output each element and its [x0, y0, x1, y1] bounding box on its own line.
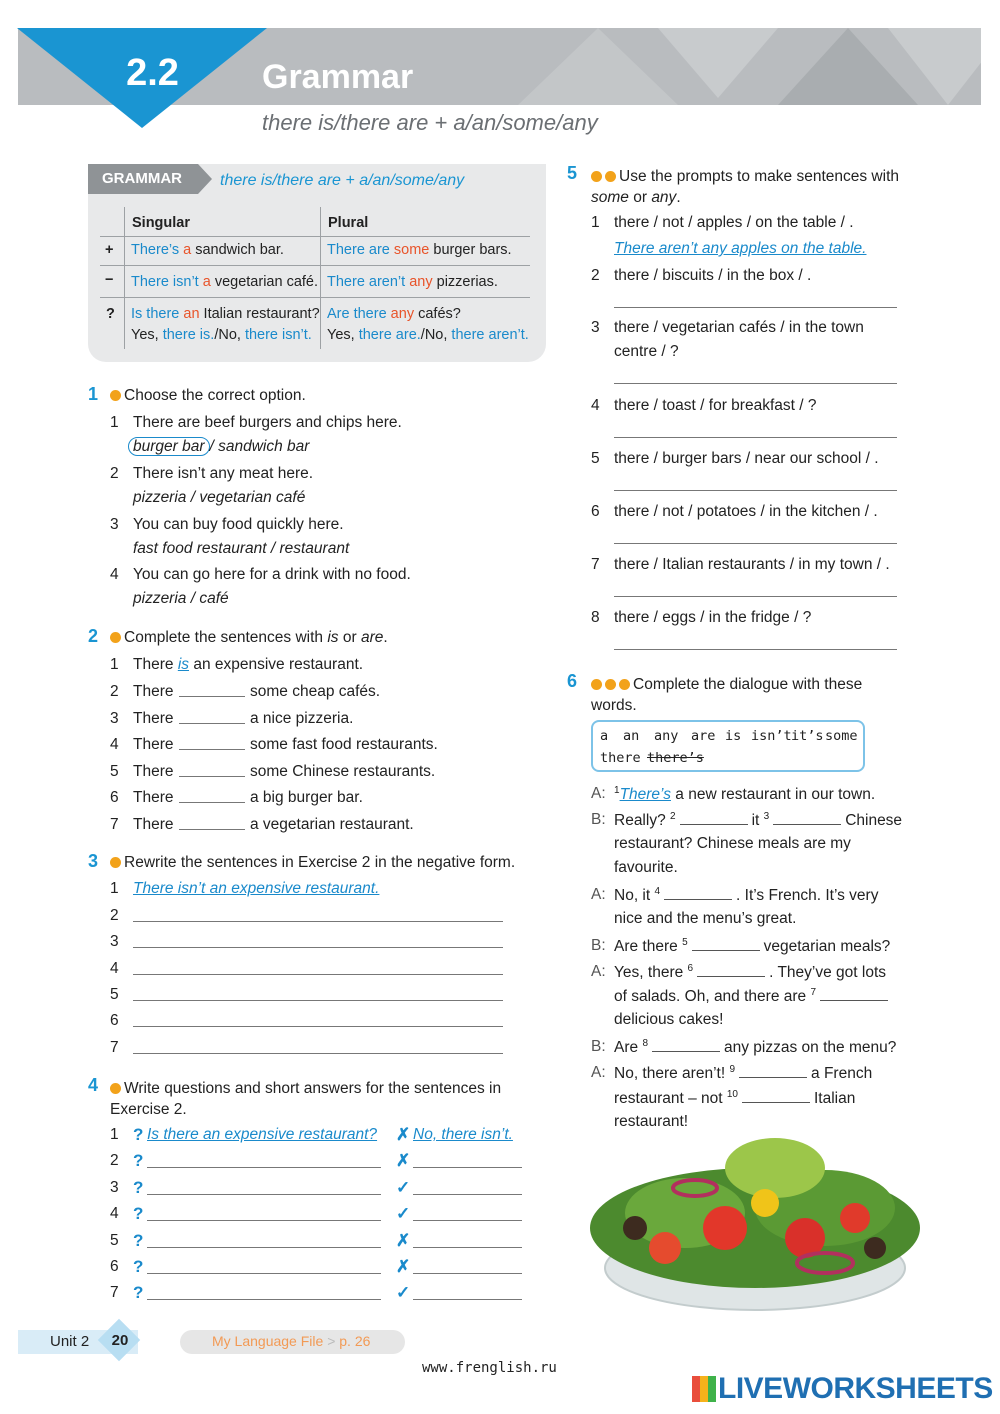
ex5-answer-line[interactable] — [614, 437, 897, 438]
speaker: B: — [591, 937, 606, 954]
footer-unit: Unit 2 — [50, 1333, 90, 1350]
ex2-blank[interactable] — [179, 776, 245, 777]
page-number: 20 — [111, 1332, 129, 1349]
ex4-answer-line[interactable] — [413, 1299, 522, 1300]
ex4-item-number: 7 — [110, 1284, 119, 1302]
ex3-number: 3 — [88, 851, 99, 871]
ex4-question-line[interactable] — [147, 1299, 381, 1300]
ex4-example-answer: No, there isn’t. — [413, 1126, 513, 1143]
ex2-item-number: 1 — [110, 656, 119, 673]
ex2-blank[interactable] — [179, 829, 245, 830]
ex3-item-number: 1 — [110, 880, 119, 897]
cross-icon: ✗ — [396, 1230, 411, 1250]
ex1-item-number: 1 — [110, 414, 119, 431]
ex4-item-number: 4 — [110, 1205, 119, 1223]
speaker: A: — [591, 1064, 606, 1081]
ex5-example-answer: There aren’t any apples on the table. — [614, 240, 867, 257]
site-url[interactable]: www.frenglish.ru — [422, 1360, 557, 1376]
ex3-item-number: 2 — [110, 907, 119, 924]
ex5-item-number: 6 — [591, 503, 600, 520]
dialogue-line: Are $^8$ any pizzas on the menu? — [614, 1038, 897, 1057]
cross-icon: ✗ — [396, 1257, 411, 1276]
sign-question: ? — [106, 306, 115, 322]
ex1-item-number: 4 — [110, 566, 119, 583]
ex6-number: 6 — [567, 671, 578, 691]
dialogue-line: No, it $^4$ . It’s French. It’s very — [614, 886, 879, 905]
ex5-item-number: 2 — [591, 267, 600, 284]
ex1-item-options: burger bar / sandwich bar — [133, 438, 309, 456]
ex5-item-number: 5 — [591, 450, 600, 467]
ex1-item-question: You can buy food quickly here. — [133, 516, 344, 533]
cross-icon: ✗ — [396, 1151, 411, 1171]
ex3-answer-line[interactable] — [133, 974, 503, 975]
ex1-item-options[interactable]: pizzeria / vegetarian café — [133, 489, 306, 506]
check-icon: ✓ — [396, 1177, 411, 1197]
ex4-example-question: Is there an expensive restaurant? — [147, 1126, 378, 1143]
dialogue-line: restaurant? Chinese meals are my — [614, 835, 851, 852]
ex2-item-start: There — [133, 736, 174, 753]
ex1-item-question: There are beef burgers and chips here. — [133, 414, 402, 431]
ex5-answer-line[interactable] — [614, 596, 897, 597]
check-icon: ✓ — [396, 1283, 411, 1303]
speaker: A: — [591, 886, 606, 903]
question-mark-icon: ? — [133, 1151, 144, 1171]
word: an — [623, 728, 640, 744]
ex5-prompt: there / not / apples / on the table / . — [614, 214, 854, 231]
ex2-item-end: a big burger bar. — [250, 789, 363, 806]
question-mark-icon: ? — [133, 1177, 144, 1197]
ex3-example-answer: There isn’t an expensive restaurant. — [133, 880, 380, 897]
ex3-answer-line[interactable] — [133, 947, 503, 948]
dialogue-line: No, there aren’t! $^9$ a French — [614, 1064, 873, 1083]
ex5-prompt: there / eggs / in the fridge / ? — [614, 609, 812, 626]
ex4-question-line[interactable] — [147, 1220, 381, 1221]
ex1-number: 1 — [88, 384, 99, 404]
dialogue-line: nice and the menu’s great. — [614, 910, 797, 927]
ex4-answer-line[interactable] — [413, 1194, 522, 1195]
ex3-item-number: 6 — [110, 1012, 119, 1030]
ex1-instruction: Choose the correct option. — [110, 387, 306, 405]
ex3-answer-line[interactable] — [133, 1000, 503, 1001]
col-plural: Plural — [328, 215, 369, 231]
ex5-item-number: 7 — [591, 556, 600, 573]
blank-2[interactable] — [680, 812, 748, 825]
col-singular: Singular — [132, 215, 191, 231]
ex2-item: There is an expensive restaurant. — [133, 656, 364, 673]
dialogue-line: delicious cakes! — [614, 1011, 724, 1028]
grammar-title: there is/there are + a/an/some/any — [220, 172, 465, 189]
ex3-item-number: 3 — [110, 933, 119, 951]
ex3-item-number: 5 — [110, 985, 119, 1003]
ex2-item-number: 5 — [110, 762, 119, 780]
cross-icon: ✗ — [396, 1125, 411, 1144]
plural-affirmative: There are some burger bars. — [327, 242, 512, 258]
blank-9[interactable] — [739, 1065, 807, 1078]
ex4-instruction: Write questions and short answers for the sentences in Exercise 2. — [110, 1080, 502, 1118]
singular-negative: There isn’t a vegetarian café. — [131, 274, 319, 290]
speaker: A: — [591, 963, 606, 980]
salad-bowl-image — [575, 1118, 935, 1313]
dialogue-line: Really? $^2$ it $^3$ Chinese — [614, 811, 903, 830]
ex4-question-line[interactable] — [147, 1247, 381, 1248]
ex2-item-start: There — [133, 762, 174, 780]
ex5-answer-line[interactable] — [614, 649, 897, 650]
ex1-item-question: You can go here for a drink with no food. — [133, 566, 411, 583]
blank-5[interactable] — [692, 938, 760, 951]
word: it’s — [791, 728, 824, 744]
dialogue-line: $^1$There’s a new restaurant in our town. — [614, 785, 876, 804]
ex5-answer-line[interactable] — [614, 490, 897, 491]
ex5-answer-line[interactable] — [614, 383, 897, 384]
ex1-item-options[interactable]: pizzeria / café — [133, 590, 229, 607]
ex3-answer-line[interactable] — [133, 921, 503, 922]
ex5-item-number: 3 — [591, 319, 600, 336]
speaker: B: — [591, 811, 606, 828]
sign-plus: + — [105, 242, 114, 258]
liveworksheets-brand: LIVEWORKSHEETS — [718, 1372, 993, 1405]
unit-number: 2.2 — [126, 52, 179, 94]
ex2-item-start: There — [133, 709, 174, 727]
question-mark-icon: ? — [133, 1283, 144, 1303]
ex2-item-number: 3 — [110, 709, 119, 727]
singular-affirmative: There’s a sandwich bar. — [131, 242, 284, 258]
question-mark-icon: ? — [133, 1257, 144, 1276]
speaker: A: — [591, 785, 606, 802]
ex2-item-end: some Chinese restaurants. — [250, 762, 436, 780]
ex5-item-number: 8 — [591, 609, 600, 626]
ex4-answer-line[interactable] — [413, 1167, 522, 1168]
ex5-prompt-cont: centre / ? — [614, 343, 679, 360]
ex1-item-number: 3 — [110, 516, 119, 533]
ex1-item-options[interactable]: fast food restaurant / restaurant — [133, 540, 350, 557]
word: there — [600, 750, 641, 766]
ex2-item-end: a vegetarian restaurant. — [250, 815, 414, 833]
ex4-question-line[interactable] — [147, 1194, 381, 1195]
singular-short-answers: Yes, there is./No, there isn’t. — [131, 327, 312, 343]
ex5-prompt: there / toast / for breakfast / ? — [614, 397, 817, 414]
word: some — [825, 728, 858, 744]
ex2-item-number: 6 — [110, 789, 119, 806]
speaker: B: — [591, 1038, 606, 1055]
ex4-answer-line[interactable] — [413, 1220, 522, 1221]
ex2-blank[interactable] — [179, 696, 245, 697]
question-mark-icon: ? — [133, 1204, 144, 1224]
language-file-ref[interactable]: My Language File > p. 26 — [212, 1333, 371, 1349]
plural-negative: There aren’t any pizzerias. — [327, 274, 498, 290]
ex2-item-number: 7 — [110, 815, 119, 833]
blank-7[interactable] — [820, 988, 888, 1001]
ex4-item-number: 6 — [110, 1258, 119, 1275]
page-title: Grammar — [262, 58, 414, 96]
dialogue-line: Are there $^5$ vegetarian meals? — [614, 937, 891, 956]
dialogue-line: favourite. — [614, 859, 678, 876]
ex2-item-start: There — [133, 683, 174, 700]
ex5-prompt: there / biscuits / in the box / . — [614, 267, 812, 284]
blank-3[interactable] — [773, 812, 841, 825]
ex3-answer-line[interactable] — [133, 1026, 503, 1027]
grammar-tag: GRAMMAR — [88, 164, 198, 194]
ex4-item-number: 2 — [110, 1152, 119, 1170]
ex5-number: 5 — [567, 163, 578, 183]
ex4-answer-line[interactable] — [413, 1247, 522, 1248]
ex2-blank[interactable] — [179, 749, 245, 750]
word-used: there’s — [647, 750, 704, 766]
word: any — [654, 728, 679, 744]
ex5-prompt: there / Italian restaurants / in my town / . — [614, 556, 890, 573]
check-icon: ✓ — [396, 1204, 411, 1224]
ex3-answer-line[interactable] — [133, 1053, 503, 1054]
ex2-item-start: There — [133, 815, 174, 833]
dialogue-line: restaurant! — [614, 1113, 689, 1130]
ex2-blank[interactable] — [179, 802, 245, 803]
liveworksheets-logo-icon — [692, 1376, 716, 1402]
blank-10[interactable] — [742, 1090, 810, 1103]
dialogue-line: restaurant – not $^{10}$ Italian — [614, 1089, 856, 1108]
sign-minus: − — [105, 272, 114, 288]
plural-question: Are there any cafés? — [327, 306, 461, 322]
ex5-prompt: there / not / potatoes / in the kitchen / . — [614, 503, 878, 520]
singular-question: Is there an Italian restaurant? — [131, 306, 320, 322]
ex3-instruction: Rewrite the sentences in Exercise 2 in the negative form. — [110, 854, 515, 872]
ex2-item-number: 4 — [110, 736, 119, 753]
word: are — [691, 728, 716, 744]
ex4-item-number: 5 — [110, 1231, 119, 1249]
ex2-blank[interactable] — [179, 723, 245, 724]
ex2-item-start: There — [133, 789, 174, 806]
ex5-item-number: 1 — [591, 214, 600, 231]
ex6-instruction: Complete the dialogue with these words. — [591, 676, 863, 714]
plural-short-answers: Yes, there are./No, there aren’t. — [327, 327, 529, 343]
word: isn’t — [751, 728, 792, 744]
ex1-selected-option[interactable]: burger bar — [128, 437, 210, 456]
ex5-item-number: 4 — [591, 397, 600, 414]
ex3-item-number: 7 — [110, 1038, 119, 1056]
ex4-question-line[interactable] — [147, 1167, 381, 1168]
ex2-item-number: 2 — [110, 683, 119, 700]
blank-8[interactable] — [652, 1039, 720, 1052]
ex4-question-line[interactable] — [147, 1273, 381, 1274]
dialogue-line: of salads. Oh, and there are $^7$ — [614, 987, 892, 1006]
question-mark-icon: ? — [133, 1230, 144, 1250]
ex3-item-number: 4 — [110, 959, 119, 977]
ex2-item-end: some cheap cafés. — [250, 683, 381, 700]
ex1-item-number: 2 — [110, 465, 119, 482]
word: a — [600, 728, 609, 744]
ex2-item-end: a nice pizzeria. — [250, 709, 354, 727]
ex4-item-number: 3 — [110, 1178, 119, 1196]
ex4-number: 4 — [88, 1075, 99, 1095]
ex2-instruction: Complete the sentences with is or are. — [110, 629, 388, 647]
ex2-number: 2 — [88, 626, 99, 646]
ex4-item-number: 1 — [110, 1126, 119, 1143]
word: is — [725, 728, 742, 744]
dialogue-line: Yes, there $^6$ . They’ve got lots — [614, 963, 886, 982]
ex2-item-end: some fast food restaurants. — [250, 736, 438, 753]
ex5-instruction: Use the prompts to make sentences with some or any. — [591, 168, 899, 206]
blank-6[interactable] — [697, 964, 765, 977]
ex5-prompt: there / vegetarian cafés / in the town — [614, 319, 864, 336]
ex5-answer-line[interactable] — [614, 543, 897, 544]
page-subtitle: there is/there are + a/an/some/any — [262, 110, 598, 135]
ex5-prompt: there / burger bars / near our school / . — [614, 450, 879, 467]
ex4-answer-line[interactable] — [413, 1273, 522, 1274]
blank-4[interactable] — [664, 887, 732, 900]
question-mark-icon: ? — [133, 1125, 144, 1144]
ex1-item-question: There isn’t any meat here. — [133, 465, 314, 482]
ex5-answer-line[interactable] — [614, 307, 897, 308]
